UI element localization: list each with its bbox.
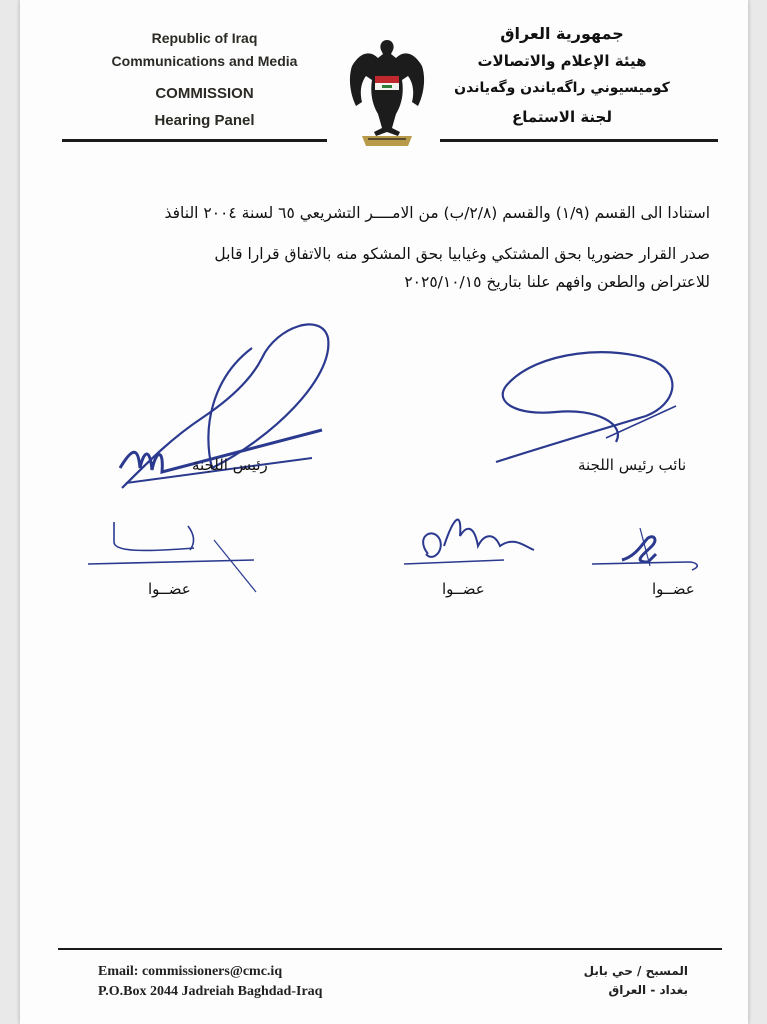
body-line-2: صدر القرار حضوريا بحق المشتكي وغيابيا بحق المشكو منه بالاتفاق قرارا قابل	[214, 245, 710, 263]
iraq-eagle-emblem-icon	[342, 36, 432, 148]
chairman-label: رئيس اللجنة	[192, 456, 268, 474]
footer-address-ar-2: بغداد - العراق	[608, 983, 688, 997]
header-ar-line4: لجنة الاستماع	[511, 108, 612, 126]
body-line-1: استنادا الى القسم (١/٩) والقسم (٢/٨/ب) من الامــــر التشريعي ٦٥ لسنة ٢٠٠٤ النافذ	[164, 204, 710, 222]
footer-rule	[58, 948, 722, 950]
header-ar-line2: هيئة الإعلام والاتصالات	[477, 52, 647, 70]
body-line-3: للاعتراض والطعن وافهم علنا بتاريخ ٢٠٢٥/١٠/١٥	[404, 273, 710, 291]
member-label-1: عضــوا	[148, 580, 191, 598]
footer-email: Email: commissioners@cmc.iq	[98, 964, 283, 979]
header-en-line1: Republic of Iraq	[151, 30, 258, 46]
header-ar-line3: كوميسيوني راگەياندن وگەياندن	[454, 80, 670, 96]
footer-address-ar-1: المسبح / حي بابل	[583, 964, 688, 978]
member-label-2: عضــوا	[442, 580, 485, 598]
footer-po-box: P.O.Box 2044 Jadreiah Baghdad-Iraq	[98, 984, 323, 999]
header-en-line4: Hearing Panel	[154, 112, 255, 129]
member-signature-2	[404, 506, 544, 576]
header-rule-left	[62, 139, 327, 142]
header-rule-right	[440, 139, 718, 142]
header-en-line3: COMMISSION	[155, 85, 254, 102]
document-page	[20, 0, 748, 1024]
header-ar-line1: جمهورية العراق	[500, 24, 624, 43]
member-label-3: عضــوا	[652, 580, 695, 598]
vice-chairman-label: نائب رئيس اللجنة	[578, 456, 687, 474]
header-en-line2: Communications and Media	[111, 53, 298, 69]
vice-chairman-signature	[476, 346, 696, 466]
